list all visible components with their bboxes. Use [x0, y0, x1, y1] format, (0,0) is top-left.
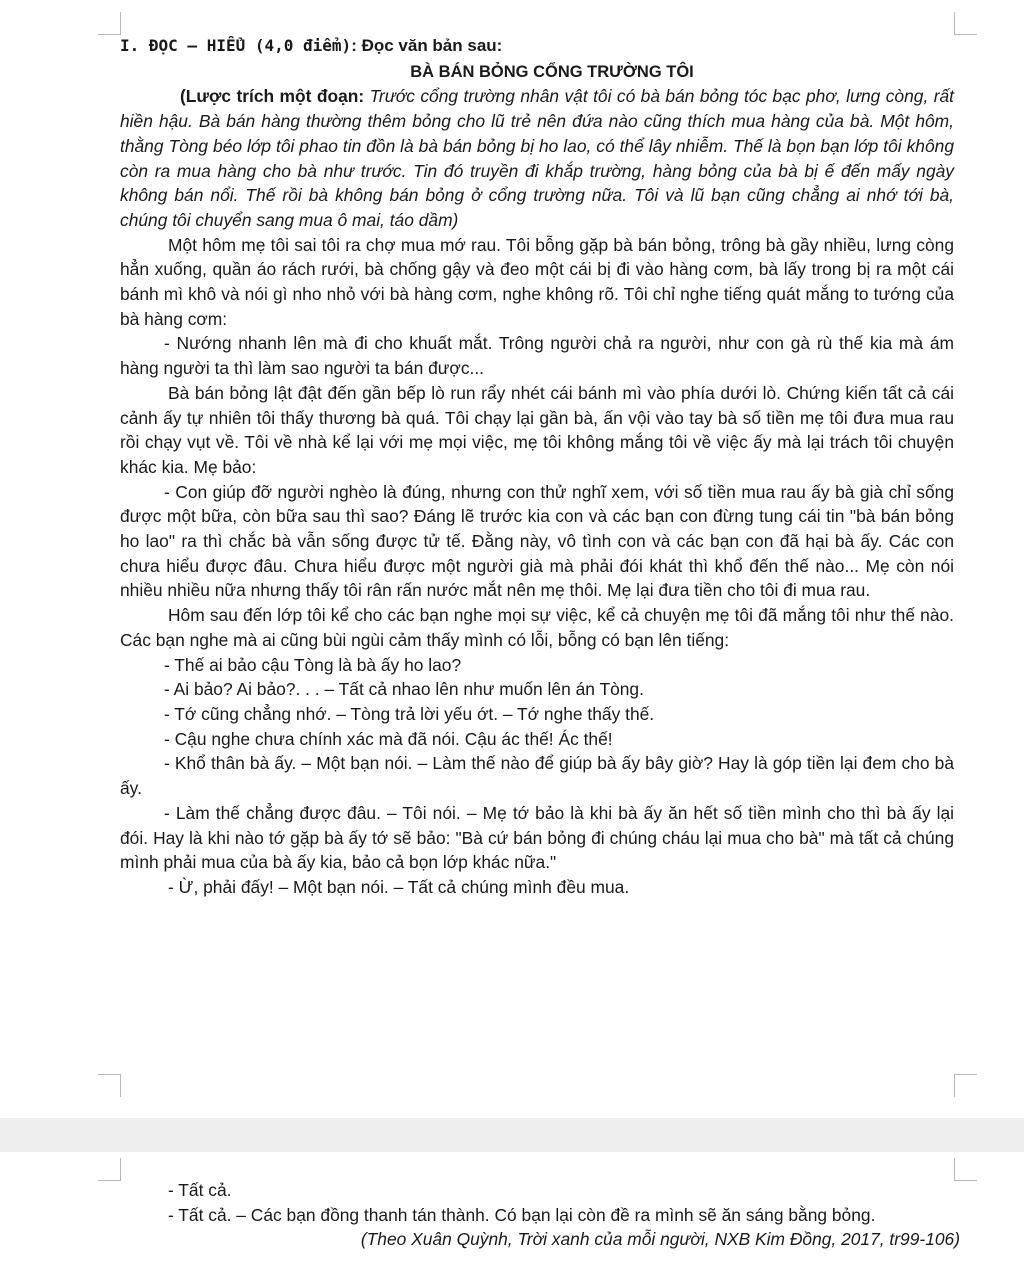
paragraph: Một hôm mẹ tôi sai tôi ra chợ mua mớ rau. Tôi bỗng gặp bà bán bỏng, trông bà gầy nhiều, lưng còng hẳn xuống, quần áo rách rưới, bà chống gậy và đeo một cái bị đi vào hàng cơm, bà lấy trong bị ra một cái bánh mì khô và nói gì nho nhỏ với bà hàng cơm, nghe không rõ. Tôi chỉ nghe tiếng quát mắng to tướng của bà hàng cơm:: [120, 234, 954, 329]
heading-instruction: : Đọc văn bản sau:: [351, 36, 503, 55]
dialogue-line: - Làm thế chẳng được đâu. – Tôi nói. – Mẹ tớ bảo là khi bà ấy ăn hết số tiền mình cho thì bà ấy lại đói. Hay là khi nào tớ gặp bà ấy tớ sẽ bảo: "Bà cứ bán bỏng đi chúng cháu lại mua cho bà" mà tất cả chúng mình phải mua của bà ấy kia, bảo cả bọn lớp khác nữa.": [120, 802, 954, 873]
section-heading-text: I. ĐỌC – HIỂU (4,0 điểm): [120, 36, 352, 55]
document-page-2: [0, 1152, 1024, 1280]
page-corner-mark: [954, 12, 977, 35]
page-corner-mark: [98, 1074, 121, 1097]
paragraph: Bà bán bỏng lật đật đến gần bếp lò run rẩy nhét cái bánh mì vào phía dưới lò. Chứng kiến tất cả cái cảnh ấy tự nhiên tôi thấy thương bà quá. Tôi chạy lại gần bà, ấn vội vào tay bà số tiền mẹ tôi đưa mua rau rồi chạy vụt về. Tôi về nhà kể lại với mẹ mọi việc, mẹ tôi không mắng tôi về việc ấy mà lại trách tôi chuyện khác kia. Mẹ bảo:: [120, 382, 954, 477]
intro-summary: Trước cổng trường nhân vật tôi có bà bán bỏng tóc bạc phơ, lưng còng, rất hiền hậu. Bà bán hàng thường thêm bỏng cho lũ trẻ nên đứa nào cũng thích mua hàng của bà. Một hôm, thằng Tòng béo lớp tôi phao tin đồn là bà bán bỏng bị ho lao, có thể lây nhiễm. Thế là bọn bạn lớp tôi không còn ra mua hàng cho bà như trước. Tin đó truyền đi khắp trường, hàng bỏng của bà bị ế đến mấy ngày không bán nổi. Thế rồi bà không bán bỏng ở cổng trường nữa. Tôi và lũ bạn cũng chẳng ai nhớ tới bà, chúng tôi chuyển sang mua ô mai, táo dầm): [120, 86, 954, 230]
page-corner-mark: [954, 1074, 977, 1097]
dialogue-line: - Khổ thân bà ấy. – Một bạn nói. – Làm thế nào để giúp bà ấy bây giờ? Hay là góp tiền lại đem cho bà ấy.: [120, 753, 954, 799]
dialogue-line: - Tất cả.: [168, 1180, 232, 1200]
story-title: BÀ BÁN BỎNG CỔNG TRƯỜNG TÔI: [410, 62, 694, 81]
dialogue-line: - Tất cả. – Các bạn đồng thanh tán thành. Có bạn lại còn đề ra mình sẽ ăn sáng bằng bỏng.: [168, 1204, 876, 1225]
paragraph: - Con giúp đỡ người nghèo là đúng, nhưng con thử nghĩ xem, với số tiền mua rau ấy bà già chỉ sống được một bữa, còn bữa sau thì sao? Đáng lẽ trước kia con và các bạn con đừng tung cái tin "bà bán bỏng ho lao" ra thì chắc bà vẫn sống được tử tế. Đằng này, vô tình con và các bạn con đã hại bà ấy. Các con chưa hiểu được đâu. Chưa hiểu được một người già mà phải đói khát thì khổ đến thế nào... Mẹ còn nói nhiều nhiều nữa nhưng thấy tôi rân rấn nước mắt nên mẹ thôi. Mẹ lại đưa tiền cho tôi đi mua rau.: [120, 481, 954, 601]
document-body: [120, 34, 954, 900]
dialogue-line: - Cậu nghe chưa chính xác mà đã nói. Cậu ác thế! Ác thế!: [164, 728, 613, 749]
paragraph: Hôm sau đến lớp tôi kể cho các bạn nghe mọi sự việc, kể cả chuyện mẹ tôi đã mắng tôi như thế nào. Các bạn nghe mà ai cũng bùi ngùi cảm thấy mình có lỗi, bỗng có bạn lên tiếng:: [120, 605, 954, 650]
section-heading: [120, 34, 954, 59]
paragraph: - Nướng nhanh lên mà đi cho khuất mắt. Trông người chả ra người, như con gà rù thế kia mà ám hàng người ta thì làm sao người ta bán được...: [120, 333, 954, 379]
intro-lead: (Lược trích một đoạn:: [180, 86, 365, 107]
source-citation: (Theo Xuân Quỳnh, Trời xanh của mỗi người, NXB Kim Đồng, 2017, tr99-106): [360, 1229, 960, 1250]
page-corner-mark: [98, 1158, 121, 1181]
page-separator: [0, 1118, 1024, 1152]
document-body-page-2: [120, 1178, 960, 1252]
intro-paragraph: [120, 84, 954, 232]
dialogue-line: - Tớ cũng chẳng nhớ. – Tòng trả lời yếu ớt. – Tớ nghe thấy thế.: [164, 703, 655, 724]
page-corner-mark: [98, 12, 121, 35]
dialogue-line: - Ai bảo? Ai bảo?. . . – Tất cả nhao lên như muốn lên án Tòng.: [164, 679, 644, 700]
dialogue-line: - Ừ, phải đấy! – Một bạn nói. – Tất cả chúng mình đều mua.: [168, 876, 630, 897]
dialogue-line: - Thế ai bảo cậu Tòng là bà ấy ho lao?: [164, 654, 462, 675]
